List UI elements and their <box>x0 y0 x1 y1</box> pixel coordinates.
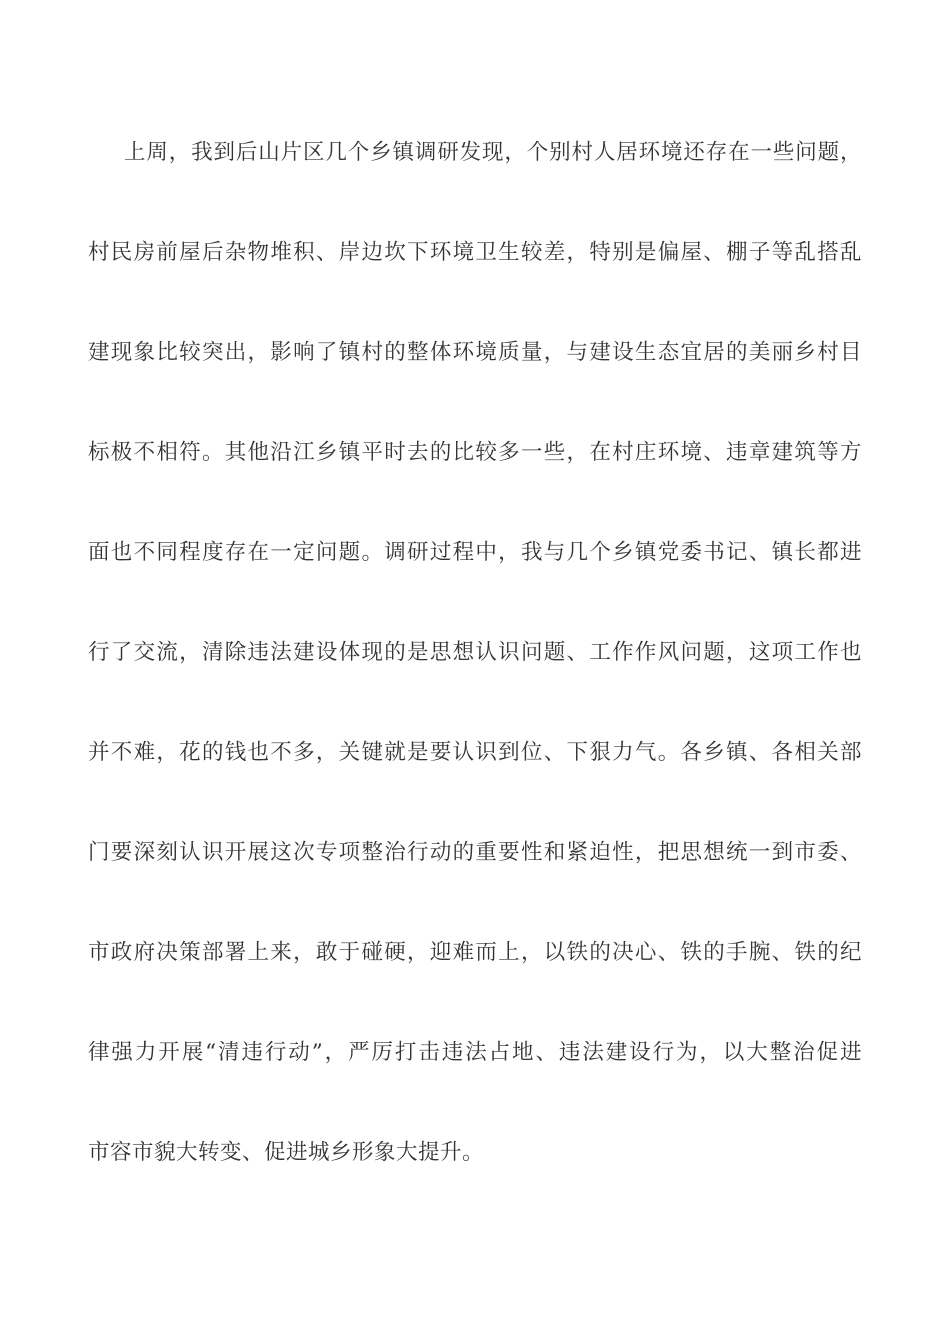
paragraph-line-8: 门要深刻认识开展这次专项整治行动的重要性和紧迫性，把思想统一到市委、 <box>88 840 862 865</box>
paragraph-line-6: 行了交流，清除违法建设体现的是思想认识问题、工作作风问题，这项工作也 <box>88 640 862 665</box>
paragraph-line-5: 面也不同程度存在一定问题。调研过程中，我与几个乡镇党委书记、镇长都进 <box>88 540 862 565</box>
body-paragraph <box>88 128 862 1228</box>
paragraph-line-1: 上周，我到后山片区几个乡镇调研发现，个别村人居环境还存在一些问题， <box>124 140 862 165</box>
paragraph-line-7: 并不难，花的钱也不多，关键就是要认识到位、下狠力气。各乡镇、各相关部 <box>88 740 862 765</box>
paragraph-line-11: 市容市貌大转变、促进城乡形象大提升。 <box>88 1140 485 1165</box>
paragraph-line-3: 建现象比较突出，影响了镇村的整体环境质量，与建设生态宜居的美丽乡村目 <box>88 340 862 365</box>
paragraph-line-2: 村民房前屋后杂物堆积、岸边坎下环境卫生较差，特别是偏屋、棚子等乱搭乱 <box>88 240 862 265</box>
paragraph-line-10: 律强力开展“清违行动”，严厉打击违法占地、违法建设行为，以大整治促进 <box>88 1040 862 1065</box>
paragraph-line-9: 市政府决策部署上来，敢于碰硬，迎难而上，以铁的决心、铁的手腕、铁的纪 <box>88 940 862 965</box>
paragraph-line-4: 标极不相符。其他沿江乡镇平时去的比较多一些，在村庄环境、违章建筑等方 <box>88 440 862 465</box>
